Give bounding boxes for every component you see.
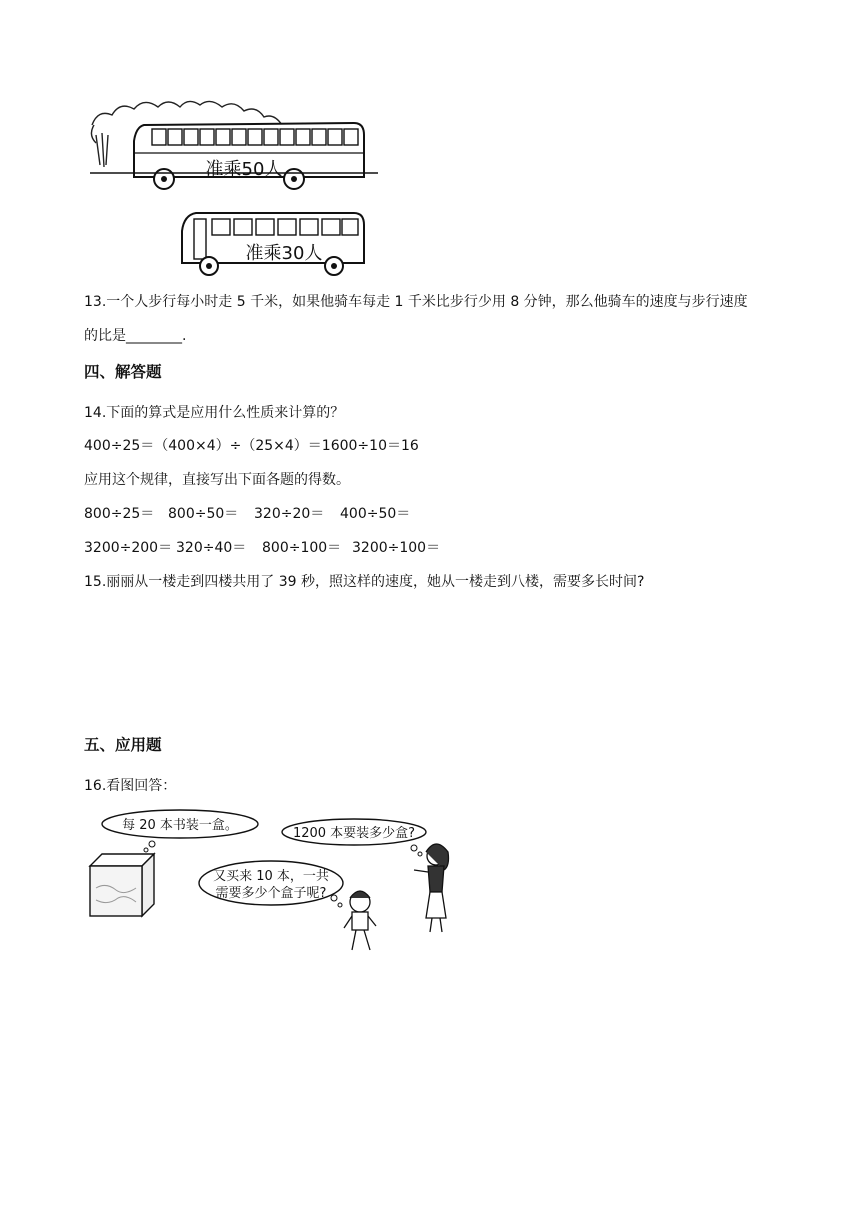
q14-row1: [84, 504, 410, 524]
q15-text: 15.丽丽从一楼走到四楼共用了 39 秒，照这样的速度，她从一楼走到八楼，需要多长时间?: [84, 574, 645, 590]
q14-row2: [84, 538, 440, 558]
q16-prompt: 16.看图回答：: [84, 778, 177, 794]
q14-example: 400÷25＝（400×4）÷（25×4）＝1600÷10＝16: [84, 438, 419, 454]
q14-row2-item: 800÷100＝: [262, 540, 342, 556]
big-bus-label: 准乘50人: [205, 159, 283, 180]
section-4-heading: 四、解答题: [84, 363, 162, 381]
q14-instruction: 应用这个规律，直接写出下面各题的得数。: [84, 472, 350, 488]
q14-row1-item: 320÷20＝: [254, 506, 325, 522]
speech-bubble-teacher: [282, 819, 426, 856]
q14-row1-item: 800÷50＝: [168, 506, 239, 522]
q14-row1-item: 400÷50＝: [340, 506, 411, 522]
speech-bubble-boy: [199, 861, 343, 907]
bus-illustration: [84, 95, 384, 285]
section-5-heading: 五、应用题: [84, 736, 162, 754]
q14-row2-item: 3200÷100＝: [352, 540, 441, 556]
teacher-figure: [414, 844, 449, 932]
bubble-boy-text-line1: 又买来 10 本，一共: [213, 869, 329, 884]
q14-row2-item: 3200÷200＝: [84, 540, 173, 556]
small-bus-label: 准乘30人: [245, 243, 323, 264]
bubble-boy-text-line2: 需要多少个盒子呢?: [215, 886, 327, 901]
speech-bubble-box: [102, 810, 258, 852]
big-bus: [90, 123, 378, 189]
bubble-box-text: 每 20 本书装一盒。: [122, 818, 238, 833]
q14-row2-item: 320÷40＝: [176, 540, 247, 556]
boy-figure: [344, 891, 376, 950]
small-bus: [182, 213, 364, 275]
bubble-teacher-text: 1200 本要装多少盒?: [292, 826, 416, 841]
q14-row1-item: 800÷25＝: [84, 506, 155, 522]
q14-prompt: 14.下面的算式是应用什么性质来计算的？: [84, 405, 345, 421]
q13-line1: 13.一个人步行每小时走 5 千米，如果他骑车每走 1 千米比步行少用 8 分钟，那么他骑车的速度与步行速度: [84, 294, 748, 310]
q16-illustration: [84, 808, 454, 958]
book-box: [90, 854, 154, 916]
q13-line2: 的比是________.: [84, 328, 187, 344]
